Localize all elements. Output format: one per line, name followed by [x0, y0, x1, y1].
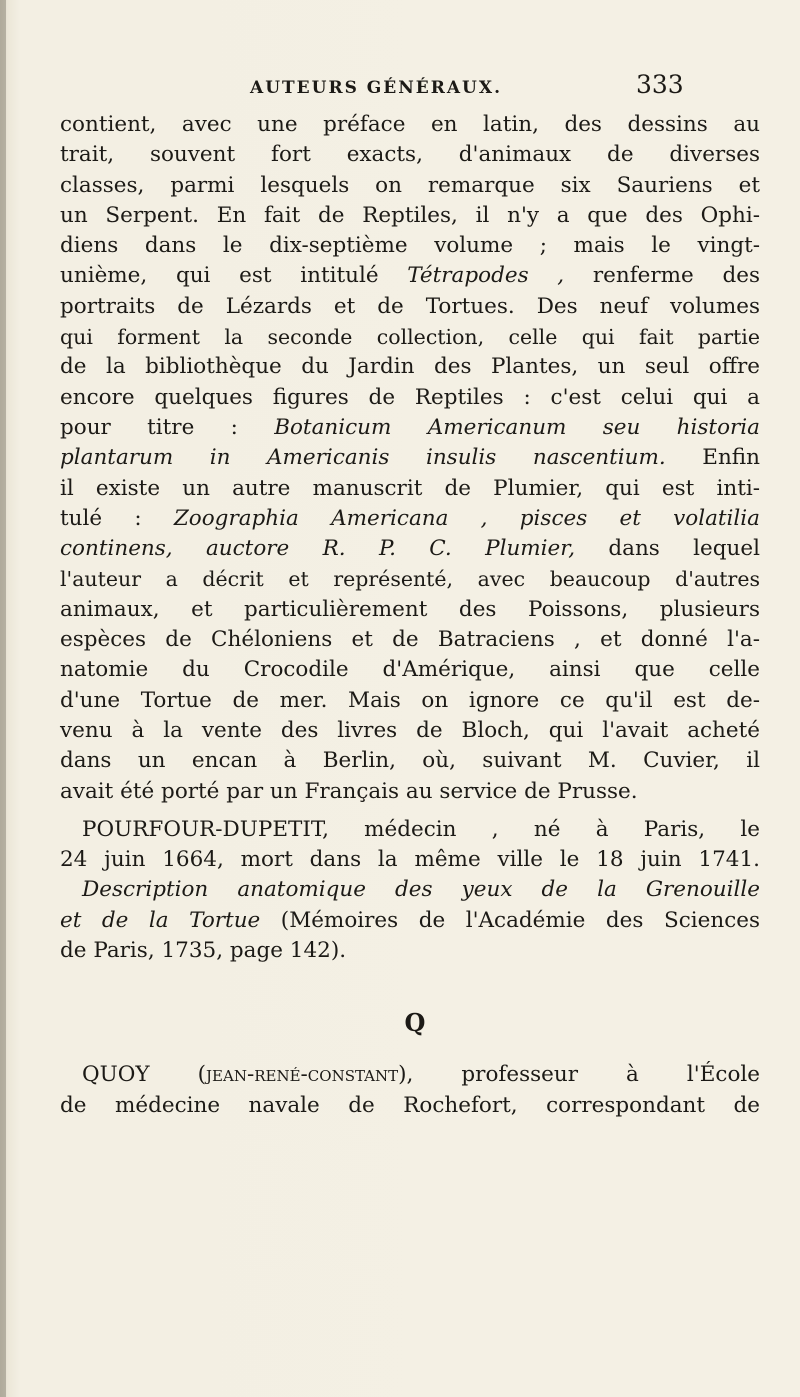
text-line: encore quelques figures de Reptiles : c'est celui qui a	[60, 384, 760, 410]
text-span: (Mémoires de l'Académie des Sciences	[260, 907, 760, 933]
paragraph-plumier	[60, 110, 760, 807]
text-line: trait, souvent fort exacts, d'animaux de diverses	[60, 142, 760, 168]
author-forenames: (jean-rené-constant)	[197, 1062, 407, 1088]
text-line: 24 juin 1664, mort dans la même ville le 18 juin 1741.	[60, 847, 760, 873]
text-line: Description anatomique des yeux de la Grenouille	[82, 877, 760, 903]
page-header	[0, 70, 800, 106]
author-name: QUOY	[82, 1062, 198, 1088]
text-line: avait été porté par un Français au service de Prusse.	[60, 778, 638, 804]
text-line	[60, 261, 760, 291]
italic-title: Zoographia Americana , pisces et volatilia	[173, 505, 760, 531]
text-span: dans lequel	[575, 536, 760, 562]
text-line: d'une Tortue de mer. Mais on ignore ce qu'il est de-	[60, 687, 760, 713]
text-line: espèces de Chéloniens et de Batraciens , et donné l'a-	[60, 627, 760, 653]
text-span: tulé :	[60, 505, 174, 531]
text-line: classes, parmi lesquels on remarque six Sauriens et	[60, 172, 760, 198]
text-span: pour titre :	[60, 414, 275, 440]
text-line: qui forment la seconde collection, celle qui fait partie	[60, 325, 760, 350]
text-line: de médecine navale de Rochefort, correspondant de	[60, 1092, 760, 1118]
running-head: AUTEURS GÉNÉRAUX.	[250, 78, 502, 98]
text-span: renferme des	[564, 263, 760, 289]
text-line: animaux, et particulièrement des Poissons, plusieurs	[60, 596, 760, 622]
text-line: de Paris, 1735, page 142).	[60, 938, 347, 964]
text-line	[60, 413, 760, 443]
section-heading-q: Q	[404, 1008, 426, 1038]
text-span: , professeur à l'École	[406, 1062, 760, 1088]
text-span: , médecin , né à Paris, le	[322, 816, 760, 842]
text-line	[60, 504, 760, 534]
text-line: de la bibliothèque du Jardin des Plantes, un seul offre	[60, 354, 760, 380]
author-name: POURFOUR-DUPETIT	[82, 816, 323, 842]
text-span: Enfin	[665, 445, 760, 471]
binding-shadow	[0, 0, 6, 1397]
text-line: l'auteur a décrit et représenté, avec beaucoup d'autres	[60, 567, 760, 592]
text-line: il existe un autre manuscrit de Plumier, qui est inti-	[60, 475, 760, 501]
body-text	[60, 110, 760, 1121]
page-number: 333	[636, 70, 684, 99]
text-line: portraits de Lézards et de Tortues. Des neuf volumes	[60, 293, 760, 319]
text-line	[60, 906, 760, 936]
text-line	[60, 534, 760, 564]
paragraph-quoy	[60, 1060, 760, 1121]
text-span: unième, qui est intitulé	[60, 263, 408, 289]
text-line: natomie du Crocodile d'Amérique, ainsi que celle	[60, 657, 760, 683]
paragraph-pourfour-dupetit	[60, 815, 760, 966]
text-line: venu à la vente des livres de Bloch, qui l'avait acheté	[60, 717, 760, 743]
text-line	[60, 815, 760, 845]
italic-title: continens, auctore R. P. C. Plumier,	[60, 536, 576, 562]
text-line: un Serpent. En fait de Reptiles, il n'y a que des Ophi-	[60, 202, 760, 228]
text-line	[60, 1060, 760, 1090]
text-line: dans un encan à Berlin, où, suivant M. Cuvier, il	[60, 748, 760, 774]
italic-title: Tétrapodes ,	[407, 263, 565, 289]
text-line: contient, avec une préface en latin, des dessins au	[60, 112, 760, 137]
italic-title: Botanicum Americanum seu historia	[274, 414, 760, 440]
text-line	[60, 443, 760, 473]
text-line: diens dans le dix-septième volume ; mais le vingt-	[60, 233, 760, 259]
italic-title: plantarum in Americanis insulis nascentium.	[60, 445, 666, 471]
italic-title: et de la Tortue	[60, 907, 261, 933]
